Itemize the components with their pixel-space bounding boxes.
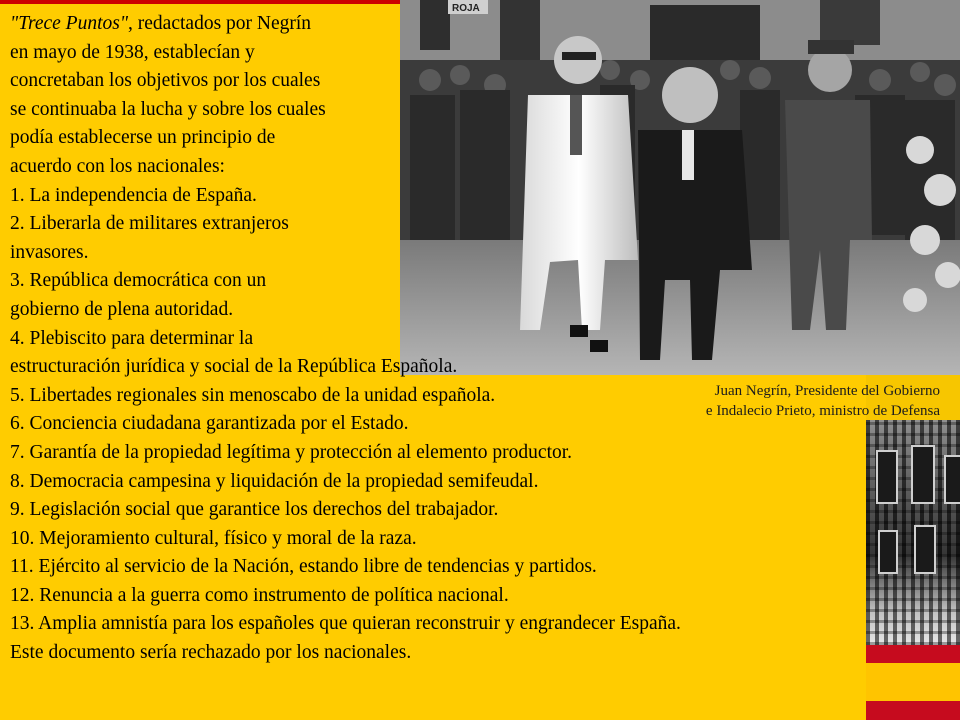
- point-line: 10. Mejoramiento cultural, físico y moral de la raza.: [10, 527, 417, 549]
- point-line: 3. República democrática con un: [10, 270, 267, 292]
- point-line: 9. Legislación social que garantice los derechos del trabajador.: [10, 499, 499, 521]
- point-line: 1. La independencia de España.: [10, 184, 257, 206]
- document-title: "Trece Puntos": [10, 13, 129, 34]
- point-line: 7. Garantía de la propiedad legítima y protección al elemento productor.: [10, 441, 573, 463]
- point-line: 11. Ejército al servicio de la Nación, estando libre de tendencias y partidos.: [10, 556, 597, 578]
- intro-line-4: se continuaba la lucha y sobre los cuales: [10, 98, 326, 120]
- caption-line-2: e Indalecio Prieto, ministro de Defensa: [705, 403, 940, 419]
- point-line: estructuración jurídica y social de la República Española.: [10, 356, 458, 378]
- intro-line-5: podía establecerse un principio de: [10, 127, 276, 149]
- point-line: 13. Amplia amnistía para los españoles que quieran reconstruir y engrandecer España.: [10, 613, 681, 635]
- point-line: 8. Democracia campesina y liquidación de la propiedad semifeudal.: [10, 470, 539, 492]
- spanish-flag-red-top: [866, 645, 960, 663]
- point-line: 6. Conciencia ciudadana garantizada por el Estado.: [10, 413, 409, 435]
- point-line: invasores.: [10, 241, 89, 263]
- intro-line-2: en mayo de 1938, establecían y: [10, 41, 255, 63]
- caption-line-1: Juan Negrín, Presidente del Gobierno: [714, 383, 940, 399]
- sign-text: ROJA: [452, 3, 480, 14]
- closing-line: Este documento sería rechazado por los nacionales.: [10, 642, 412, 664]
- point-line: 12. Renuncia a la guerra como instrumento de política nacional.: [10, 584, 509, 606]
- intro-line-3: concretaban los objetivos por los cuales: [10, 70, 321, 92]
- point-line: gobierno de plena autoridad.: [10, 298, 234, 320]
- intro-line-1: [10, 10, 681, 39]
- point-line: 5. Libertades regionales sin menoscabo de la unidad española.: [10, 384, 496, 406]
- point-line: 2. Liberarla de militares extranjeros: [10, 213, 289, 235]
- intro-line-1-rest: , redactados por Negrín: [128, 13, 312, 34]
- crowd-photo: [866, 420, 960, 645]
- spanish-flag-yellow: [866, 663, 960, 701]
- body-text: [10, 10, 681, 668]
- intro-line-6: acuerdo con los nacionales:: [10, 155, 225, 177]
- spanish-flag-red-bottom: [866, 701, 960, 720]
- point-line: 4. Plebiscito para determinar la: [10, 327, 254, 349]
